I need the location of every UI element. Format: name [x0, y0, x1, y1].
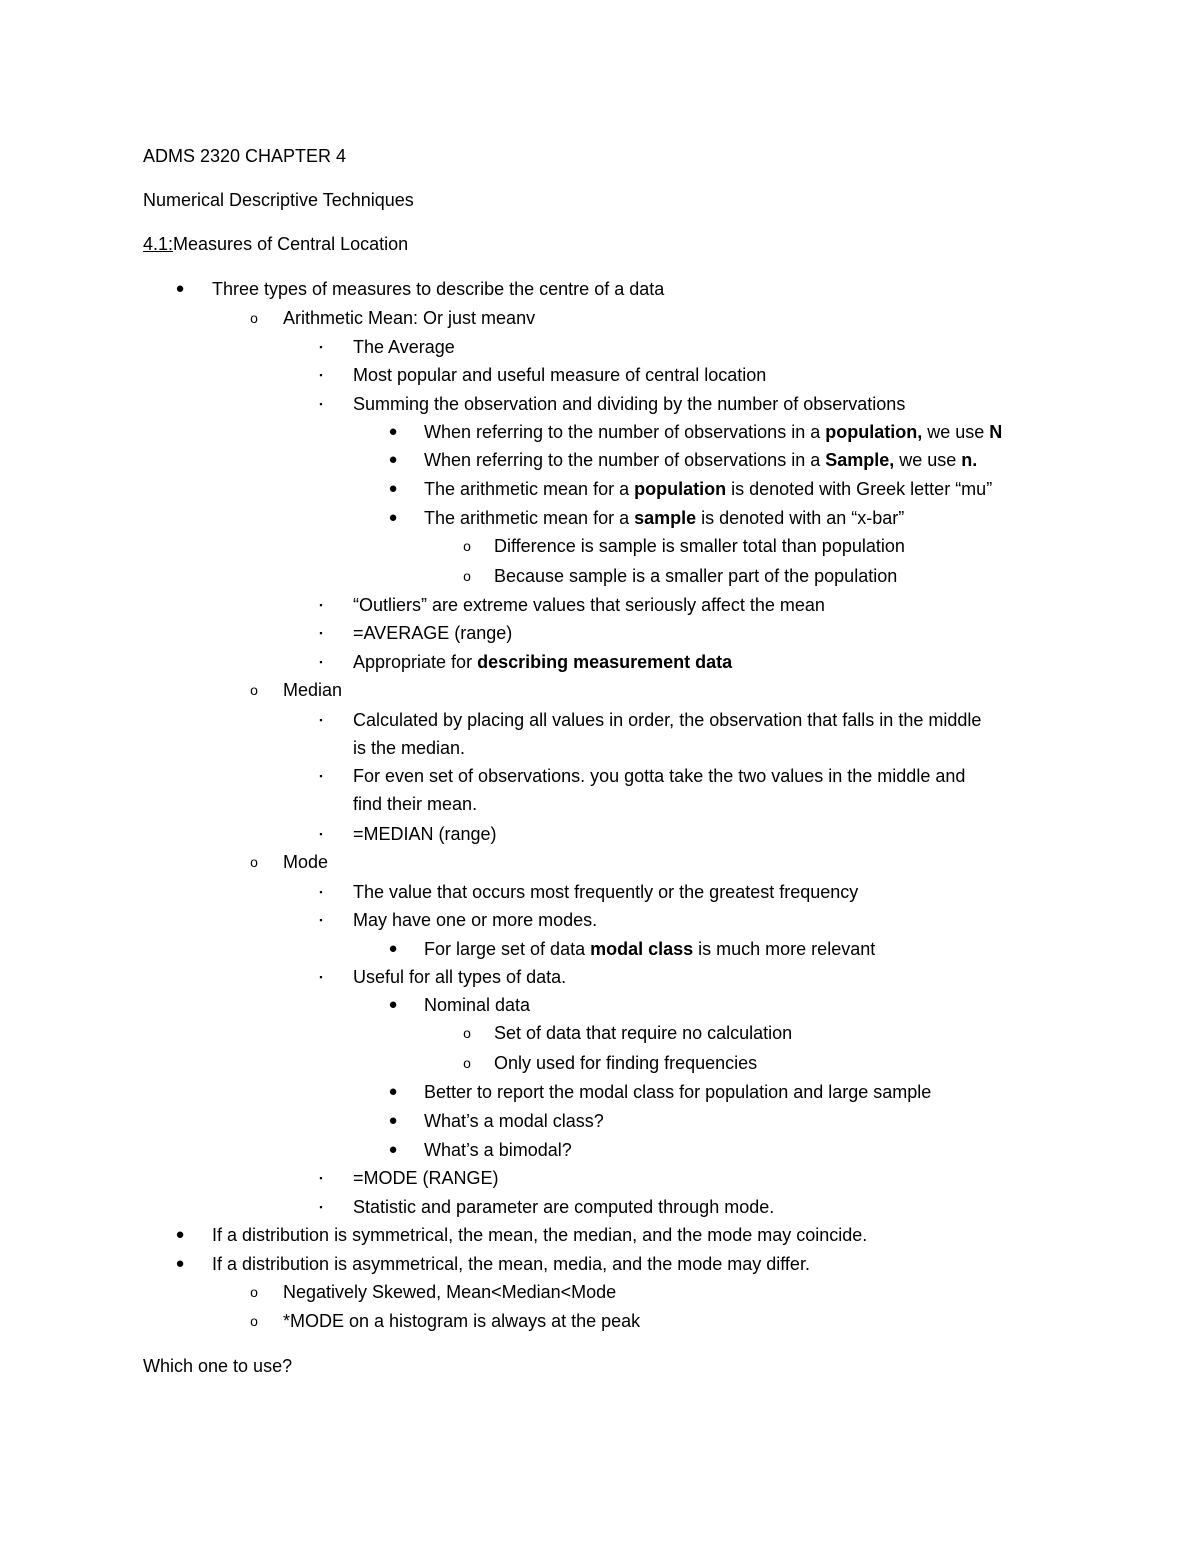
circle-bullet-icon: o: [250, 854, 258, 870]
list-item: ▪ =AVERAGE (range): [0, 620, 1200, 646]
circle-bullet-icon: o: [463, 1025, 471, 1041]
list-item: ▪ The Average: [0, 334, 1200, 360]
list-item: ● When referring to the number of observations in a Sample, we use n.: [0, 447, 1200, 473]
square-bullet-icon: ▪: [319, 399, 323, 409]
list-item: ● If a distribution is symmetrical, the mean, the median, and the mode may coincide.: [0, 1222, 1200, 1248]
square-bullet-icon: ▪: [319, 829, 323, 839]
list-item: ▪ For even set of observations. you gotta take the two values in the middle and: [0, 763, 1200, 789]
list-item: ▪ Statistic and parameter are computed through mode.: [0, 1194, 1200, 1220]
disc-bullet-icon: ●: [388, 996, 398, 1013]
doc-subtitle-line: [0, 187, 1200, 213]
list-item: ▪ Useful for all types of data.: [0, 964, 1200, 990]
section-heading: [0, 231, 1200, 257]
list-item: ▪ Most popular and useful measure of central location: [0, 362, 1200, 388]
list-item: o Median: [0, 677, 1200, 703]
section-title: Measures of Central Location: [173, 234, 409, 254]
disc-bullet-icon: ●: [388, 509, 398, 526]
list-item: ● The arithmetic mean for a sample is denoted with an “x-bar”: [0, 505, 1200, 531]
circle-bullet-icon: o: [250, 1284, 258, 1300]
doc-subtitle: Numerical Descriptive Techniques: [143, 190, 414, 210]
disc-bullet-icon: ●: [388, 1141, 398, 1158]
list-item: ● The arithmetic mean for a population is denoted with Greek letter “mu”: [0, 476, 1200, 502]
circle-bullet-icon: o: [250, 310, 258, 326]
list-item: ● Three types of measures to describe the centre of a data: [0, 276, 1200, 302]
square-bullet-icon: ▪: [319, 600, 323, 610]
list-item: ▪ =MEDIAN (range): [0, 821, 1200, 847]
square-bullet-icon: ▪: [319, 1173, 323, 1183]
list-item: o Arithmetic Mean: Or just meanv: [0, 305, 1200, 331]
disc-bullet-icon: ●: [388, 940, 398, 957]
list-item-continuation: is the median.: [353, 738, 466, 758]
list-item: ▪ “Outliers” are extreme values that seriously affect the mean: [0, 592, 1200, 618]
list-item: o Difference is sample is smaller total than population: [0, 533, 1200, 559]
list-item: o Mode: [0, 849, 1200, 875]
list-item: ▪ The value that occurs most frequently or the greatest frequency: [0, 879, 1200, 905]
square-bullet-icon: ▪: [319, 657, 323, 667]
closing-question-line: [0, 1353, 1200, 1379]
list-item: ● What’s a bimodal?: [0, 1137, 1200, 1163]
disc-bullet-icon: ●: [388, 480, 398, 497]
section-number: 4.1:: [143, 234, 174, 254]
list-item: ● What’s a modal class?: [0, 1108, 1200, 1134]
disc-bullet-icon: ●: [388, 423, 398, 440]
list-item: ▪ Summing the observation and dividing by the number of observations: [0, 391, 1200, 417]
circle-bullet-icon: o: [463, 538, 471, 554]
disc-bullet-icon: ●: [175, 1226, 185, 1243]
square-bullet-icon: ▪: [319, 915, 323, 925]
square-bullet-icon: ▪: [319, 887, 323, 897]
square-bullet-icon: ▪: [319, 972, 323, 982]
list-item: ● When referring to the number of observations in a population, we use N: [0, 419, 1200, 445]
square-bullet-icon: ▪: [319, 1202, 323, 1212]
disc-bullet-icon: ●: [388, 451, 398, 468]
disc-bullet-icon: ●: [175, 1255, 185, 1272]
doc-title-line: [0, 143, 1200, 169]
square-bullet-icon: ▪: [319, 370, 323, 380]
list-item: o Set of data that require no calculation: [0, 1020, 1200, 1046]
square-bullet-icon: ▪: [319, 771, 323, 781]
list-item: ● Better to report the modal class for population and large sample: [0, 1079, 1200, 1105]
closing-question: Which one to use?: [143, 1356, 293, 1376]
list-item: o *MODE on a histogram is always at the peak: [0, 1308, 1200, 1334]
list-item: ▪ May have one or more modes.: [0, 907, 1200, 933]
list-item: ● Nominal data: [0, 992, 1200, 1018]
list-item: o Only used for finding frequencies: [0, 1050, 1200, 1076]
doc-title: ADMS 2320 CHAPTER 4: [143, 146, 347, 166]
list-item-continuation: find their mean.: [353, 794, 478, 814]
circle-bullet-icon: o: [250, 1313, 258, 1329]
disc-bullet-icon: ●: [388, 1112, 398, 1129]
circle-bullet-icon: o: [250, 682, 258, 698]
circle-bullet-icon: o: [463, 568, 471, 584]
disc-bullet-icon: ●: [388, 1083, 398, 1100]
square-bullet-icon: ▪: [319, 342, 323, 352]
list-item: ▪ =MODE (RANGE): [0, 1165, 1200, 1191]
list-item: o Negatively Skewed, Mean<Median<Mode: [0, 1279, 1200, 1305]
disc-bullet-icon: ●: [175, 280, 185, 297]
list-item: ▪ Appropriate for describing measurement data: [0, 649, 1200, 675]
list-item: ▪ Calculated by placing all values in order, the observation that falls in the middle: [0, 707, 1200, 733]
square-bullet-icon: ▪: [319, 715, 323, 725]
list-item: o Because sample is a smaller part of the population: [0, 563, 1200, 589]
list-item: ● For large set of data modal class is much more relevant: [0, 936, 1200, 962]
square-bullet-icon: ▪: [319, 628, 323, 638]
list-item: ● If a distribution is asymmetrical, the mean, media, and the mode may differ.: [0, 1251, 1200, 1277]
circle-bullet-icon: o: [463, 1055, 471, 1071]
